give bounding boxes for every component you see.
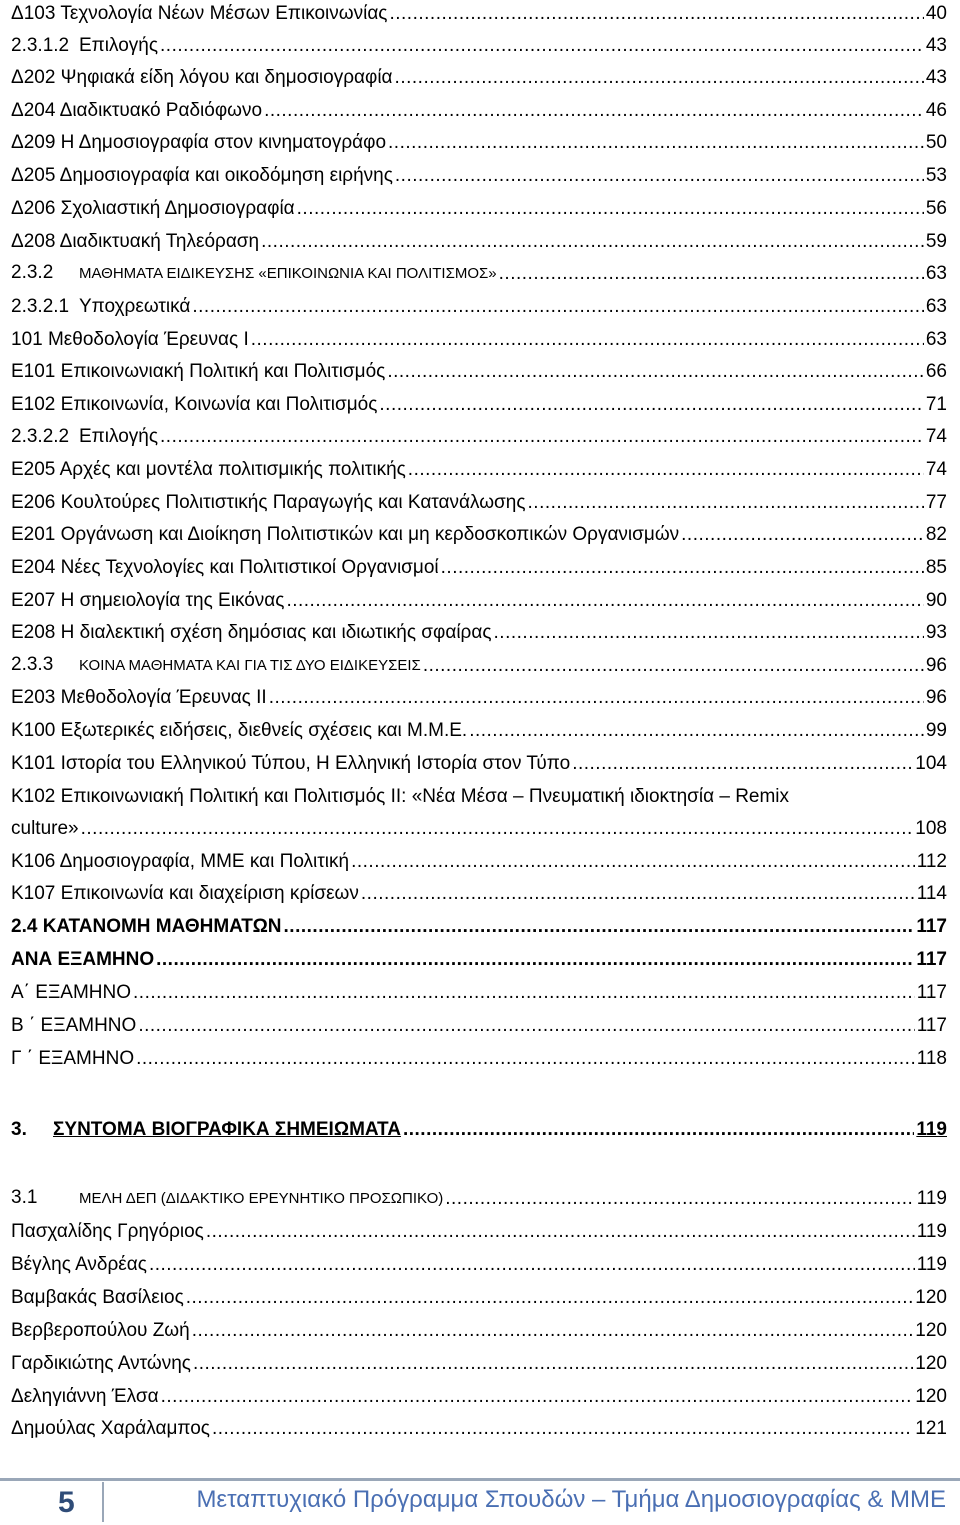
toc-dot-leader — [264, 98, 924, 124]
toc-dot-leader — [408, 457, 924, 483]
toc-entry-text: Δ206 Σχολιαστική Δημοσιογραφία — [11, 198, 295, 219]
toc-dot-leader — [251, 327, 924, 353]
toc-dot-leader — [261, 229, 924, 255]
toc-entry-page: 117 — [916, 916, 947, 937]
toc-entry-text: Γ ΄ ΕΞΑΜΗΝΟ — [11, 1048, 135, 1069]
toc-entry-text: Κ106 Δημοσιογραφία, ΜΜΕ και Πολιτική — [11, 851, 350, 872]
toc-entry-title — [11, 980, 133, 1006]
toc-entry-title — [11, 620, 494, 646]
toc-entry-page: 119 — [916, 1119, 947, 1140]
toc-entry-title — [11, 294, 192, 320]
toc-entry-page: 66 — [925, 361, 947, 382]
toc-entry-page: 56 — [925, 198, 947, 219]
toc-dot-leader — [156, 947, 914, 973]
toc-entry-page: 117 — [916, 1015, 947, 1036]
toc-entry-title — [11, 33, 160, 59]
toc-entry-text: Ε206 Κουλτούρες Πολιτιστικής Παραγωγής και Κατανάλωσης — [11, 492, 526, 513]
toc-entry-page: 71 — [925, 394, 947, 415]
toc-entry[interactable] — [11, 784, 947, 810]
toc-entry-title — [11, 359, 387, 385]
toc-entry-title — [11, 1318, 192, 1344]
toc-entry-page: 46 — [925, 100, 947, 121]
toc-entry-page: 119 — [916, 1254, 947, 1275]
toc-entry-title — [11, 947, 156, 973]
toc-entry-text: Βαμβακάς Βασίλειος — [11, 1287, 184, 1308]
toc-entry-text: Δ209 Η Δημοσιογραφία στον κινηματογράφο — [11, 132, 387, 153]
toc-entry-page: 120 — [915, 1353, 947, 1374]
toc-entry-title — [11, 163, 395, 189]
toc-dot-leader — [499, 261, 924, 287]
toc-entry-page: 118 — [916, 1048, 947, 1069]
toc-entry[interactable] — [11, 849, 947, 875]
toc-dot-leader — [528, 490, 924, 516]
toc-entry-title — [11, 98, 264, 124]
toc-dot-leader — [161, 1384, 914, 1410]
toc-entry[interactable] — [11, 261, 947, 287]
toc-entry-text: Ε203 Μεθοδολογία Έρευνας ΙΙ — [11, 687, 267, 708]
toc-dot-leader — [286, 588, 923, 614]
toc-entry-title — [11, 1185, 445, 1212]
toc-entry-text: Επιλογής — [79, 426, 159, 447]
toc-entry-page: 63 — [925, 263, 947, 284]
toc-entry[interactable] — [11, 653, 947, 679]
toc-entry-text: ΚΟΙΝΑ ΜΑΘΗΜΑΤΑ ΚΑΙ ΓΙΑ ΤΙΣ ΔΥΟ ΕΙΔΙΚΕΥΣΕΙΣ — [79, 657, 421, 674]
toc-entry-title — [11, 490, 528, 516]
toc-entry-number: 2.3.2.1 — [11, 296, 70, 317]
toc-entry-page: 96 — [925, 687, 947, 708]
toc-entry-page: 63 — [925, 329, 947, 350]
toc-dot-leader — [186, 1285, 914, 1311]
footer-page-number: 5 — [58, 1486, 75, 1519]
toc-entry-text: Υποχρεωτικά — [79, 296, 191, 317]
toc-entry-title — [11, 849, 351, 875]
toc-entry-number: 3.1 — [11, 1187, 38, 1208]
toc-entry-page: 90 — [925, 590, 947, 611]
toc-entry[interactable] — [11, 1384, 947, 1410]
toc-entry-text: Πασχαλίδης Γρηγόριος — [11, 1221, 204, 1242]
toc-dot-leader — [297, 196, 924, 222]
toc-entry-page: 40 — [925, 3, 947, 24]
toc-entry[interactable] — [11, 359, 947, 385]
toc-dot-leader — [445, 1186, 914, 1212]
toc-entry-page: 50 — [925, 132, 947, 153]
toc-entry-page: 77 — [925, 492, 947, 513]
toc-dot-leader — [133, 980, 915, 1006]
toc-entry-page: 74 — [925, 459, 947, 480]
toc-entry[interactable] — [11, 620, 947, 646]
toc-entry-number: 2.3.1.2 — [11, 35, 70, 56]
toc-entry-text: Δ103 Τεχνολογία Νέων Μέσων Επικοινωνίας — [11, 3, 388, 24]
toc-entry[interactable] — [11, 424, 947, 450]
toc-dot-leader — [284, 914, 915, 940]
toc-entry-title — [11, 718, 469, 744]
toc-entry-title — [11, 65, 395, 91]
toc-entry[interactable] — [11, 1416, 947, 1442]
toc-dot-leader — [403, 1117, 914, 1143]
toc-entry-text: Ε207 Η σημειολογία της Εικόνας — [11, 590, 285, 611]
toc-entry[interactable] — [11, 947, 947, 973]
toc-entry[interactable] — [11, 1117, 947, 1143]
toc-entry-text: Δημούλας Χαράλαμπος — [11, 1418, 210, 1439]
toc-entry-text: culture» — [11, 818, 79, 839]
footer-divider — [0, 1478, 960, 1481]
toc-entry[interactable] — [11, 980, 947, 1006]
toc-entry-title — [11, 881, 361, 907]
toc-entry-title — [11, 424, 160, 450]
toc-entry[interactable] — [11, 555, 947, 581]
toc-entry-page: 43 — [925, 35, 947, 56]
toc-entry-text: ΑΝΑ ΕΞΑΜΗΝΟ — [11, 949, 155, 970]
toc-entry-text: Δεληγιάννη Έλσα — [11, 1386, 159, 1407]
toc-entry-text: Ε201 Οργάνωση και Διοίκηση Πολιτιστικών και μη κερδοσκοπικών Οργανισμών — [11, 524, 680, 545]
toc-entry-text: Κ101 Ιστορία του Ελληνικού Τύπου, Η Ελληνική Ιστορία στον Τύπο — [11, 753, 571, 774]
toc-dot-leader — [469, 718, 924, 744]
toc-entry-text: Β ΄ ΕΞΑΜΗΝΟ — [11, 1015, 137, 1036]
toc-entry-page: 119 — [916, 1221, 947, 1242]
toc-entry-text: 101 Μεθοδολογία Έρευνας Ι — [11, 329, 249, 350]
toc-entry-page: 119 — [916, 1188, 947, 1209]
toc-entry-page: 82 — [925, 524, 947, 545]
toc-entry-page: 117 — [916, 949, 947, 970]
toc-entry[interactable] — [11, 163, 947, 189]
toc-entry-text: ΜΑΘΗΜΑΤΑ ΕΙΔΙΚΕΥΣΗΣ «ΕΠΙΚΟΙΝΩΝΙΑ ΚΑΙ ΠΟΛΙΤΙΣΜΟΣ» — [79, 265, 497, 282]
toc-dot-leader — [389, 1, 923, 27]
toc-entry-text: Δ202 Ψηφιακά είδη λόγου και δημοσιογραφία — [11, 67, 393, 88]
toc-entry-text: Δ208 Διαδικτυακή Τηλεόραση — [11, 231, 260, 252]
toc-entry-page: 117 — [916, 982, 947, 1003]
toc-entry-title — [11, 914, 284, 940]
toc-entry-number: 2.3.2 — [11, 262, 54, 283]
toc-entry[interactable] — [11, 1219, 947, 1245]
toc-entry-text: ΣΥΝΤΟΜΑ ΒΙΟΓΡΑΦΙΚΑ ΣΗΜΕΙΩΜΑΤΑ — [53, 1119, 401, 1140]
toc-dot-leader — [388, 130, 924, 156]
toc-dot-leader — [494, 620, 924, 646]
toc-entry-title — [11, 522, 681, 548]
toc-entry-title — [11, 685, 269, 711]
toc-entry[interactable] — [11, 294, 947, 320]
toc-entry-title — [11, 652, 423, 679]
toc-entry-title — [11, 1013, 138, 1039]
toc-entry-text: Ε205 Αρχές και μοντέλα πολιτισμικής πολιτικής — [11, 459, 406, 480]
toc-dot-leader — [351, 849, 915, 875]
toc-entry[interactable] — [11, 1046, 947, 1072]
toc-entry[interactable] — [11, 1252, 947, 1278]
toc-dot-leader — [269, 685, 924, 711]
toc-entry-title — [11, 1416, 212, 1442]
toc-entry-text: 2.4 ΚΑΤΑΝΟΜΗ ΜΑΘΗΜΑΤΩΝ — [11, 916, 282, 937]
toc-entry-text: ΜΕΛΗ ΔΕΠ (ΔΙΔΑΚΤΙΚΟ ΕΡΕΥΝΗΤΙΚΟ ΠΡΟΣΩΠΙΚΟ) — [79, 1190, 444, 1207]
toc-entry[interactable] — [11, 522, 947, 548]
toc-entry-page: 85 — [925, 557, 947, 578]
toc-entry-text: Βέγλης Ανδρέας — [11, 1254, 147, 1275]
toc-entry-page: 43 — [925, 67, 947, 88]
toc-entry-title — [11, 816, 81, 842]
toc-entry-title — [11, 260, 499, 287]
toc-entry-title — [11, 392, 379, 418]
toc-dot-leader — [423, 653, 924, 679]
toc-dot-leader — [395, 65, 924, 91]
toc-dot-leader — [136, 1046, 915, 1072]
toc-entry-page: 112 — [916, 851, 947, 872]
toc-entry-text: Ε101 Επικοινωνιακή Πολιτική και Πολιτισμός — [11, 361, 386, 382]
toc-dot-leader — [81, 816, 914, 842]
toc-entry[interactable] — [11, 881, 947, 907]
toc-entry[interactable] — [11, 490, 947, 516]
toc-entry-text: Βερβεροπούλου Ζωή — [11, 1320, 190, 1341]
footer-separator — [102, 1482, 104, 1522]
toc-entry-title — [11, 588, 286, 614]
toc-entry-title — [11, 229, 261, 255]
toc-entry[interactable] — [11, 196, 947, 222]
toc-entry-page: 53 — [925, 165, 947, 186]
toc-dot-leader — [160, 424, 924, 450]
toc-dot-leader — [572, 751, 913, 777]
toc-entry-text: Α΄ ΕΞΑΜΗΝΟ — [11, 982, 132, 1003]
toc-entry-number: 2.3.3 — [11, 654, 54, 675]
toc-dot-leader — [160, 33, 924, 59]
toc-entry-title — [11, 327, 251, 353]
toc-entry-text: Επιλογής — [79, 35, 159, 56]
toc-entry-text: Ε204 Νέες Τεχνολογίες και Πολιτιστικοί Οργανισμοί — [11, 557, 439, 578]
toc-entry-page: 63 — [925, 296, 947, 317]
toc-entry[interactable] — [11, 1186, 947, 1212]
toc-entry-title — [11, 751, 572, 777]
toc-dot-leader — [192, 294, 923, 320]
toc-dot-leader — [192, 1318, 914, 1344]
toc-entry-page: 74 — [925, 426, 947, 447]
toc-entry[interactable] — [11, 130, 947, 156]
toc-dot-leader — [149, 1252, 915, 1278]
toc-entry-page: 99 — [925, 720, 947, 741]
toc-entry-title — [11, 196, 297, 222]
toc-entry-page: 121 — [915, 1418, 947, 1439]
toc-entry[interactable] — [11, 229, 947, 255]
toc-entry-title — [11, 784, 791, 810]
toc-entry-title — [11, 1384, 161, 1410]
toc-dot-leader — [193, 1351, 913, 1377]
toc-entry[interactable] — [11, 392, 947, 418]
toc-entry-page: 108 — [915, 818, 947, 839]
toc-entry[interactable] — [11, 65, 947, 91]
toc-entry[interactable] — [11, 1, 947, 27]
toc-entry[interactable] — [11, 588, 947, 614]
toc-entry[interactable] — [11, 685, 947, 711]
toc-entry-title — [11, 555, 441, 581]
toc-entry[interactable] — [11, 718, 947, 744]
toc-dot-leader — [206, 1219, 915, 1245]
toc-dot-leader — [681, 522, 924, 548]
toc-entry-title — [11, 1, 389, 27]
toc-entry-text: Ε208 Η διαλεκτική σχέση δημόσιας και ιδιωτικής σφαίρας — [11, 622, 492, 643]
toc-entry-title — [11, 1046, 136, 1072]
toc-entry-title — [11, 1351, 193, 1377]
toc-entry-title — [11, 457, 408, 483]
toc-entry[interactable] — [11, 98, 947, 124]
toc-entry[interactable] — [11, 751, 947, 777]
toc-entry-text: Δ204 Διαδικτυακό Ραδιόφωνο — [11, 100, 263, 121]
toc-entry-page: 59 — [925, 231, 947, 252]
toc-entry-text: Δ205 Δημοσιογραφία και οικοδόμηση ειρήνης — [11, 165, 393, 186]
toc-entry-page: 104 — [915, 753, 947, 774]
toc-entry[interactable] — [11, 1285, 947, 1311]
toc-entry-title — [11, 1252, 149, 1278]
toc-entry[interactable] — [11, 1351, 947, 1377]
toc-dot-leader — [361, 881, 915, 907]
footer-title: Μεταπτυχιακό Πρόγραμμα Σπουδών – Τμήμα Δημοσιογραφίας & ΜΜΕ — [196, 1486, 946, 1513]
toc-entry-page: 96 — [925, 655, 947, 676]
toc-entry[interactable] — [11, 457, 947, 483]
toc-entry-text: Ε102 Επικοινωνία, Κοινωνία και Πολιτισμός — [11, 394, 378, 415]
toc-entry-text: Κ107 Επικοινωνία και διαχείριση κρίσεων — [11, 883, 359, 904]
toc-entry-title — [11, 130, 388, 156]
toc-entry-number: 3. — [11, 1119, 27, 1140]
toc-entry[interactable] — [11, 1013, 947, 1039]
toc-entry-title — [11, 1285, 186, 1311]
toc-entry-text: Κ100 Εξωτερικές ειδήσεις, διεθνείς σχέσεις και Μ.Μ.Ε. — [11, 720, 468, 741]
toc-entry[interactable] — [11, 816, 947, 842]
toc-entry-page: 93 — [925, 622, 947, 643]
toc-entry-number: 2.3.2.2 — [11, 426, 70, 447]
toc-dot-leader — [212, 1416, 913, 1442]
toc-dot-leader — [395, 163, 924, 189]
toc-entry[interactable] — [11, 33, 947, 59]
toc-entry[interactable] — [11, 327, 947, 353]
toc-entry-page: 120 — [915, 1386, 947, 1407]
toc-entry-title — [11, 1219, 206, 1245]
toc-dot-leader — [441, 555, 924, 581]
toc-entry-text: Γαρδικιώτης Αντώνης — [11, 1353, 191, 1374]
toc-entry-page: 120 — [915, 1287, 947, 1308]
toc-dot-leader — [387, 359, 924, 385]
toc-dot-leader — [138, 1013, 914, 1039]
toc-entry-text: Κ102 Επικοινωνιακή Πολιτική και Πολιτισμός ΙΙ: «Νέα Μέσα – Πνευματική ιδιοκτησία – Remix — [11, 786, 790, 807]
toc-entry-title — [11, 1117, 403, 1143]
toc-entry[interactable] — [11, 1318, 947, 1344]
toc-entry-page: 120 — [915, 1320, 947, 1341]
toc-entry[interactable] — [11, 914, 947, 940]
toc-dot-leader — [379, 392, 923, 418]
toc-entry-page: 114 — [916, 883, 947, 904]
